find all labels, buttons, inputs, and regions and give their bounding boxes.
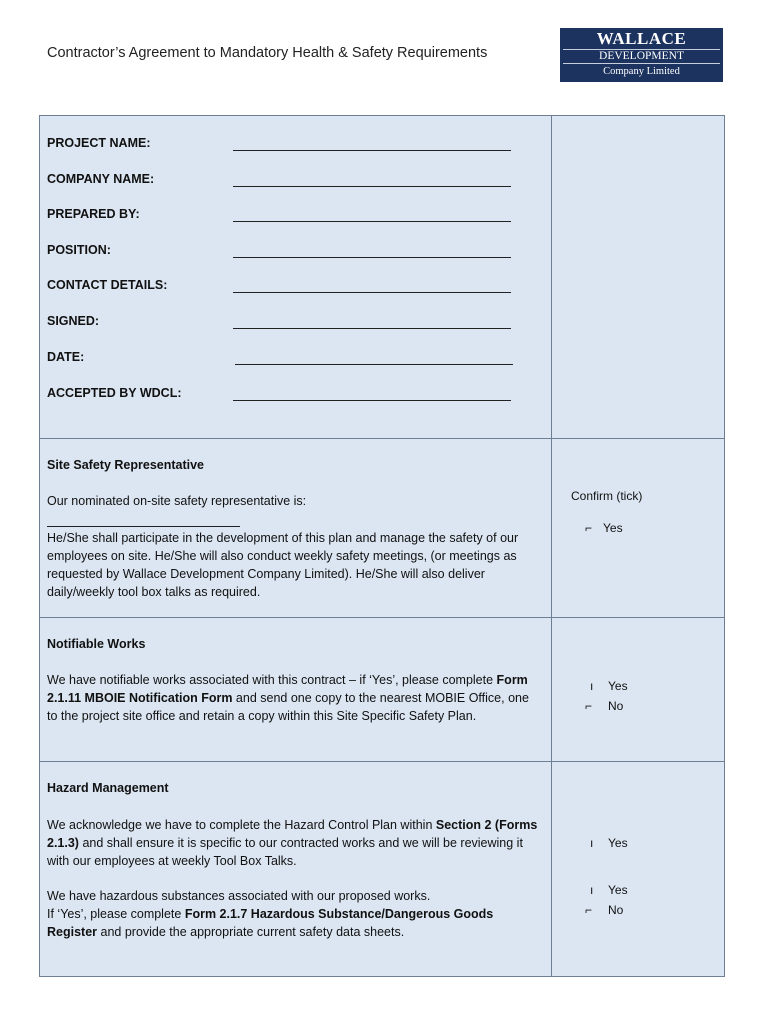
notifiable-no-option[interactable]	[585, 699, 623, 713]
hazard-title: Hazard Management	[47, 781, 169, 795]
hazard-row	[40, 762, 725, 977]
notifiable-title: Notifiable Works	[47, 637, 146, 651]
field-project-name-line[interactable]	[233, 149, 511, 151]
field-position-line[interactable]	[233, 256, 511, 258]
field-date-line[interactable]	[235, 363, 513, 365]
agreement-form-table	[39, 115, 725, 977]
logo-line-2: DEVELOPMENT	[563, 49, 720, 64]
notifiable-yes-label: Yes	[608, 679, 628, 693]
site-safety-row	[40, 439, 725, 618]
hazard-plan-yes-option[interactable]	[590, 836, 628, 850]
hazard-p2-line1: We have hazardous substances associated with our proposed works.	[47, 889, 431, 903]
field-position-label: POSITION:	[47, 243, 111, 257]
hazard-options-cell	[552, 762, 725, 977]
hazard-plan-yes-label: Yes	[608, 836, 628, 850]
notifiable-body-post: and send one copy to the nearest MOBIE Office, one to the project site office and retain a copy within this Site Specific Safety Plan.	[47, 691, 529, 723]
site-safety-intro: Our nominated on-site safety representative is:	[47, 494, 307, 508]
field-accepted-by-label: ACCEPTED BY WDCL:	[47, 386, 182, 400]
site-safety-confirm-cell	[552, 439, 725, 618]
notifiable-options-cell	[552, 618, 725, 762]
hazard-p2-post: and provide the appropriate current safety data sheets.	[97, 925, 405, 939]
field-signed-label: SIGNED:	[47, 314, 100, 328]
field-contact-details-label: CONTACT DETAILS:	[47, 278, 168, 292]
notifiable-row	[40, 618, 725, 762]
field-project-name-label: PROJECT NAME:	[47, 136, 151, 150]
logo-line-3: Company Limited	[603, 66, 680, 77]
hazard-section-ref: Section 2 (Forms 2.1.3)	[47, 818, 538, 850]
field-accepted-by-line[interactable]	[233, 399, 511, 401]
field-contact-details-line[interactable]	[233, 291, 511, 293]
checkbox-mark-icon[interactable]: ı	[590, 679, 594, 693]
confirm-tick-label: Confirm (tick)	[571, 489, 643, 503]
hazard-substances-yes-option[interactable]	[590, 883, 628, 897]
details-cell	[40, 116, 552, 439]
checkbox-mark-icon[interactable]: ı	[590, 836, 594, 850]
hazard-form-ref: Form 2.1.7 Hazardous Substance/Dangerous Goods Register	[47, 907, 494, 939]
notifiable-form-ref: Form 2.1.11 MBOIE Notification Form	[47, 673, 528, 705]
field-company-name-label: COMPANY NAME:	[47, 172, 155, 186]
field-prepared-by-label: PREPARED BY:	[47, 207, 140, 221]
checkbox-mark-icon[interactable]: ⌐	[585, 903, 593, 917]
site-safety-title: Site Safety Representative	[47, 458, 205, 472]
field-signed-line[interactable]	[233, 327, 511, 329]
safety-representative-line[interactable]	[47, 525, 240, 527]
site-safety-yes-option[interactable]	[585, 521, 623, 535]
hazard-cell	[40, 762, 552, 977]
logo-line-1: WALLACE	[596, 29, 687, 48]
hazard-substances-no-label: No	[608, 903, 624, 917]
checkbox-mark-icon[interactable]: ı	[590, 883, 594, 897]
hazard-substances-no-option[interactable]	[585, 903, 623, 917]
checkbox-mark-icon[interactable]: ⌐	[585, 699, 593, 713]
hazard-paragraph-1	[47, 816, 542, 870]
hazard-p1-pre: We acknowledge we have to complete the Hazard Control Plan within	[47, 818, 436, 832]
notifiable-cell	[40, 618, 552, 762]
details-side-cell	[552, 116, 725, 439]
hazard-p1-post: and shall ensure it is specific to our contracted works and we will be reviewing it with our employees at weekly Tool Box Talks.	[47, 836, 523, 868]
checkbox-mark-icon[interactable]: ⌐	[585, 521, 593, 535]
company-logo	[560, 28, 723, 82]
notifiable-body	[47, 671, 542, 725]
site-safety-yes-label: Yes	[603, 521, 623, 535]
notifiable-body-pre: We have notifiable works associated with this contract – if ‘Yes’, please complete	[47, 673, 497, 687]
hazard-p2-pre: If ‘Yes’, please complete	[47, 907, 185, 921]
notifiable-no-label: No	[608, 699, 624, 713]
details-row	[40, 116, 725, 439]
field-prepared-by-line[interactable]	[233, 220, 511, 222]
site-safety-cell	[40, 439, 552, 618]
notifiable-yes-option[interactable]	[590, 679, 628, 693]
site-safety-body: He/She shall participate in the development of this plan and manage the safety of our employees on site. He/She will also conduct weekly safety meetings, (or meetings as requested by Wallace Development Company Limited). He/She will also deliver daily/weekly tool box talks as required.	[47, 531, 519, 599]
field-date-label: DATE:	[47, 350, 85, 364]
hazard-paragraph-2	[47, 887, 542, 941]
field-company-name-line[interactable]	[233, 185, 511, 187]
document-title: Contractor’s Agreement to Mandatory Health & Safety Requirements	[47, 45, 488, 61]
hazard-substances-yes-label: Yes	[608, 883, 628, 897]
